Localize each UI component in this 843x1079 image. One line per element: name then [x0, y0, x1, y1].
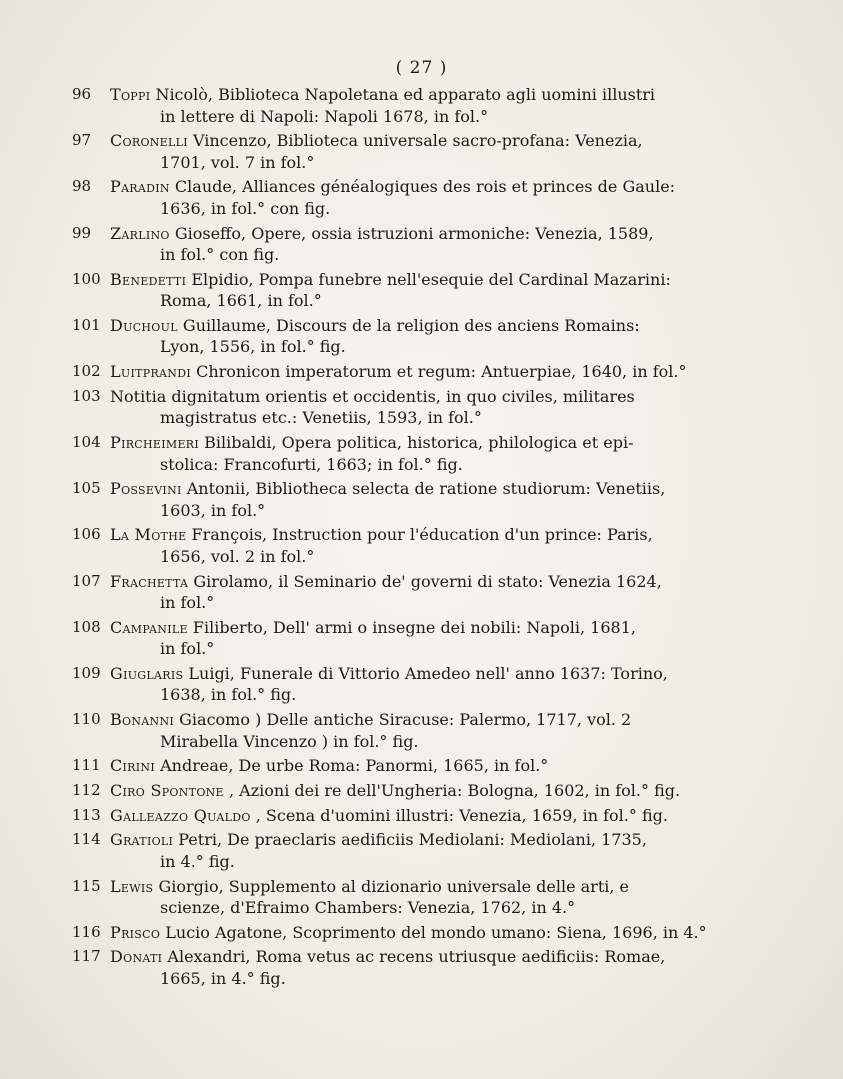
entry-author: Frachetta: [110, 571, 189, 591]
entry-number: 109: [72, 663, 101, 682]
entry-author: La Mothe: [110, 525, 187, 545]
entry-author: Benedetti: [110, 269, 187, 289]
entry-number: 96: [72, 85, 92, 103]
entry-author: Prisco: [110, 922, 161, 942]
entry-continuation: scienze, d'Efraimo Chambers: Venezia, 1762, in 4.°: [160, 898, 576, 918]
entry-continuation: Lyon, 1556, in fol.° fig.: [160, 337, 346, 357]
bibliography-entry: [72, 524, 792, 567]
page-number: ( 27 ): [395, 58, 448, 78]
entry-text: Bilibaldi, Opera politica, historica, philologica et epi-: [204, 433, 634, 452]
entry-author: Bonanni: [110, 710, 175, 730]
bibliography-entry: [72, 176, 792, 219]
bibliography-entry: [72, 130, 792, 173]
entry-number: 97: [72, 131, 92, 150]
entry-text: François, Instruction pour l'éducation d'un prince: Paris,: [191, 525, 653, 545]
entry-text: Claude, Alliances généalogiques des rois et princes de Gaule:: [174, 177, 676, 197]
entry-author: Lewis: [110, 876, 154, 896]
entry-number: 101: [72, 315, 101, 334]
entry-author: Coronelli: [110, 131, 188, 151]
entry-text: Luigi, Funerale di Vittorio Amedeo nell' anno 1637: Torino,: [188, 663, 668, 683]
entry-continuation: magistratus etc.: Venetiis, 1593, in fol.°: [160, 408, 482, 428]
bibliography-entry: [72, 315, 792, 358]
entry-continuation: Mirabella Vincenzo ) in fol.° fig.: [160, 731, 419, 751]
entry-number: 104: [72, 433, 101, 451]
entry-number: 108: [72, 617, 101, 636]
entry-number: 115: [72, 876, 101, 895]
entry-text: Nicolò, Biblioteca Napoletana ed apparato agli uomini illustri: [155, 85, 656, 104]
entry-number: 106: [72, 525, 101, 544]
entry-author: Luitprandi: [110, 362, 191, 382]
entry-text: Notitia dignitatum orientis et occidentis, in quo civiles, militares: [110, 386, 635, 406]
entry-author: Galleazzo Qualdo: [110, 805, 251, 825]
entry-author: Duchoul: [110, 315, 178, 335]
entry-number: 103: [72, 386, 101, 405]
bibliography-entry: [72, 780, 792, 802]
entry-text: Gioseffo, Opere, ossia istruzioni armoniche: Venezia, 1589,: [174, 223, 654, 243]
entry-text: Giorgio, Supplemento al dizionario universale delle arti, e: [158, 876, 629, 896]
bibliography-entry: [72, 709, 792, 752]
entry-number: 102: [72, 362, 101, 381]
entry-text: Chronicon imperatorum et regum: Antuerpiae, 1640, in fol.°: [196, 362, 687, 382]
entry-author: Campanile: [110, 617, 188, 637]
bibliography-entry: [72, 946, 792, 989]
bibliography-entry: [72, 617, 792, 660]
entry-number: 98: [72, 177, 92, 196]
bibliography-entry: [72, 876, 792, 919]
entry-continuation: 1636, in fol.° con fig.: [160, 198, 331, 218]
entry-continuation: stolica: Francofurti, 1663; in fol.° fig.: [160, 454, 463, 474]
entry-continuation: in lettere di Napoli: Napoli 1678, in fol.°: [160, 106, 489, 126]
entry-continuation: Roma, 1661, in fol.°: [160, 291, 322, 311]
bibliography-entry: [72, 432, 792, 475]
entry-number: 107: [72, 571, 101, 590]
entry-continuation: in fol.° con fig.: [160, 245, 280, 265]
entry-text: , Azioni dei re dell'Ungheria: Bologna, 1602, in fol.° fig.: [228, 781, 681, 800]
entry-text: Alexandri, Roma vetus ac recens utriusque aedificiis: Romae,: [167, 947, 666, 967]
bibliography-entry: [72, 84, 792, 127]
entry-number: 117: [72, 947, 101, 966]
entry-author: Donati: [110, 947, 163, 967]
bibliography-entry: [72, 755, 792, 777]
entry-continuation: 1603, in fol.°: [160, 500, 266, 520]
bibliography-entry: [72, 269, 792, 312]
entry-author: Pircheimeri: [110, 433, 199, 452]
entry-continuation: 1701, vol. 7 in fol.°: [160, 152, 315, 172]
entry-text: Vincenzo, Biblioteca universale sacro-profana: Venezia,: [192, 131, 643, 151]
entry-author: Ciro Spontone: [110, 781, 224, 800]
entry-number: 114: [72, 830, 101, 849]
entry-text: Giacomo ) Delle antiche Siracuse: Palermo, 1717, vol. 2: [179, 710, 632, 730]
bibliography-entry: [72, 361, 792, 383]
entry-text: Filiberto, Dell' armi o insegne dei nobili: Napoli, 1681,: [192, 617, 636, 637]
entry-text: , Scena d'uomini illustri: Venezia, 1659, in fol.° fig.: [255, 805, 668, 825]
entry-text: Elpidio, Pompa funebre nell'esequie del Cardinal Mazarini:: [191, 269, 671, 289]
bibliography-entry: [72, 478, 792, 521]
entry-text: Guillaume, Discours de la religion des anciens Romains:: [182, 315, 640, 335]
entry-text: Girolamo, il Seminario de' governi di stato: Venezia 1624,: [193, 571, 662, 591]
entry-number: 105: [72, 479, 101, 498]
entry-author: Giuglaris: [110, 663, 184, 683]
entry-number: 112: [72, 781, 101, 799]
entry-continuation: 1638, in fol.° fig.: [160, 685, 297, 705]
entry-text: Antonii, Bibliotheca selecta de ratione studiorum: Venetiis,: [186, 479, 666, 499]
entry-continuation: in fol.°: [160, 639, 215, 659]
bibliography-entry: [72, 663, 792, 706]
entry-author: Cirini: [110, 756, 155, 776]
bibliography-list: [72, 84, 792, 993]
entry-text: Andreae, De urbe Roma: Panormi, 1665, in fol.°: [160, 756, 549, 776]
entry-author: Possevini: [110, 479, 182, 499]
entry-continuation: in fol.°: [160, 593, 215, 613]
bibliography-entry: [72, 922, 792, 944]
bibliography-entry: [72, 829, 792, 872]
entry-number: 110: [72, 710, 101, 729]
entry-number: 113: [72, 805, 101, 824]
entry-number: 116: [72, 922, 101, 941]
entry-number: 100: [72, 269, 101, 288]
entry-number: 111: [72, 756, 101, 775]
entry-author: Gratioli: [110, 830, 174, 850]
entry-author: Zarlino: [110, 223, 170, 243]
entry-text: Petri, De praeclaris aedificiis Mediolani: Mediolani, 1735,: [178, 830, 647, 850]
bibliography-entry: [72, 386, 792, 429]
entry-continuation: in 4.° fig.: [160, 851, 235, 871]
bibliography-entry: [72, 571, 792, 614]
entry-text: Lucio Agatone, Scoprimento del mondo umano: Siena, 1696, in 4.°: [165, 922, 707, 942]
entry-continuation: 1665, in 4.° fig.: [160, 968, 286, 988]
bibliography-entry: [72, 805, 792, 827]
entry-author: Toppi: [110, 85, 151, 104]
bibliography-entry: [72, 223, 792, 266]
entry-author: Paradin: [110, 177, 170, 197]
entry-number: 99: [72, 223, 92, 242]
entry-continuation: 1656, vol. 2 in fol.°: [160, 546, 315, 566]
